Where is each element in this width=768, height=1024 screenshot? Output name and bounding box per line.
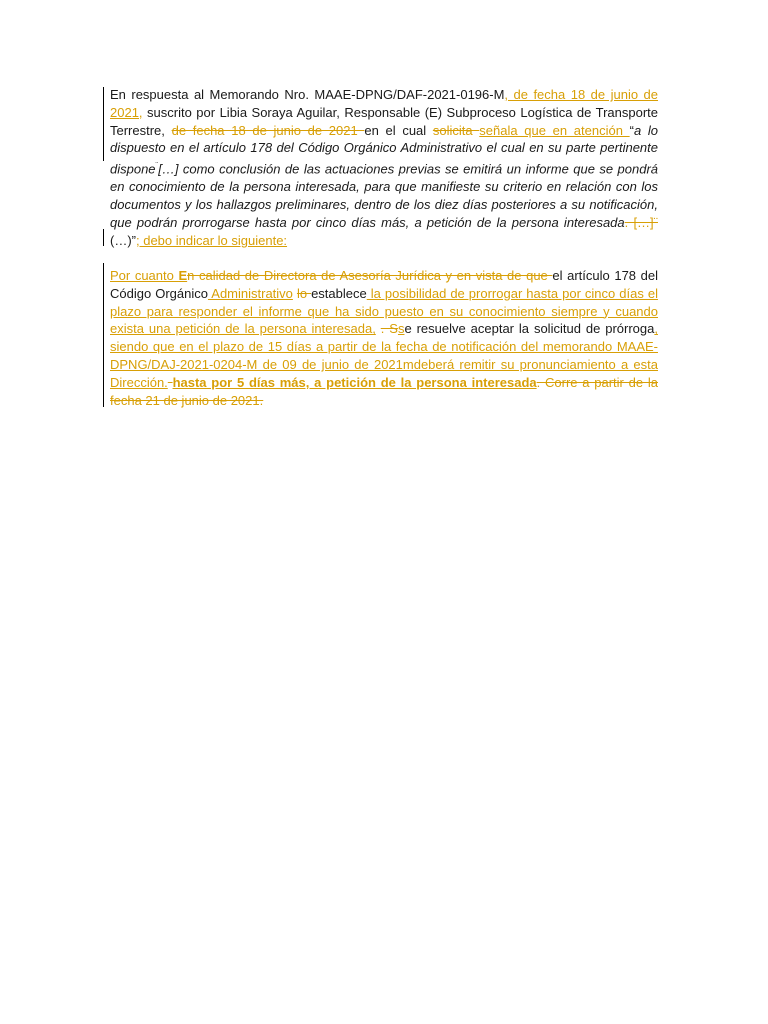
inserted-text: la posibilidad de prorrogar hasta por cinco días el plazo para responder el informe que ha sido puesto en su conocimiento siempre y cuando exista una petición de la persona interesada, [110,285,658,337]
text-run: suscrito por Libia Soraya Aguilar, Responsable (E) Subproceso Logística de Transporte Terrestre, [110,104,658,138]
deleted-text: . Corre a partir de la fecha 21 de junio de 2021. [110,374,658,408]
text-run: en el cual [364,122,433,138]
text-run: e resuelve aceptar la solicitud de prórroga [404,321,655,337]
quote-mark: ¨ [155,161,159,171]
change-bar-p1-bottom [103,229,104,246]
inserted-text: s [397,321,405,337]
text-run: En respuesta al Memorando Nro. MAAE-DPNG/DAF-2021-0196-M [110,87,505,102]
deleted-text: . […]¨ [624,214,658,230]
inserted-text: Administrativo [207,285,293,301]
paragraph-response-intro [110,86,658,250]
inserted-bold-text: hasta por 5 días más, a petición de la persona interesada [172,374,537,390]
deleted-text: de fecha 18 de junio de 2021 [171,122,365,138]
deleted-text: n calidad de Directora de Asesoría Jurídica y en vista de que [187,268,553,283]
quoted-text: a lo dispuesto en el artículo 178 del Código Orgánico Administrativo el cual en su parte pertinente dispone [110,122,658,177]
deleted-text: lo [296,285,312,301]
deleted-text: solicita [432,122,480,138]
inserted-text: E [178,268,188,283]
document-body[interactable] [110,86,658,409]
open-quote: “ [629,122,634,138]
change-bar-p2 [103,263,104,407]
inserted-text: señala que en atención [479,122,630,138]
quoted-text: […] como conclusión de las actuaciones previas se emitirá un informe que se pondrá en conocimiento de la persona interesada, para que manifieste su criterio en relación con los documentos y los hallazgos preliminares, dentro de los diez días posteriores a su notificación, que podrán prorrogarse hasta por cinco días más, a petición de la persona interesada [110,161,658,230]
inserted-text: , de fecha 18 de junio de 2021, [110,87,659,120]
text-run: (…)” [110,232,136,248]
inserted-text: , siendo que en el plazo de 15 días a partir de la fecha de notificación del memorando MAAE-DPNG/DAJ-2021-0204-M de 09 de junio de 2021mdeberá remitir su pronunciamiento a esta Dirección. [110,321,658,390]
text-run: el artículo 178 del Código Orgánico [110,268,658,301]
deleted-text: . S [380,321,398,337]
text-run: establece [311,285,367,301]
change-bar-p1-top [103,87,104,161]
inserted-text: Por cuanto [110,268,179,283]
paragraph-resolution [110,267,658,409]
inserted-text: ; debo indicar lo siguiente: [136,232,288,248]
